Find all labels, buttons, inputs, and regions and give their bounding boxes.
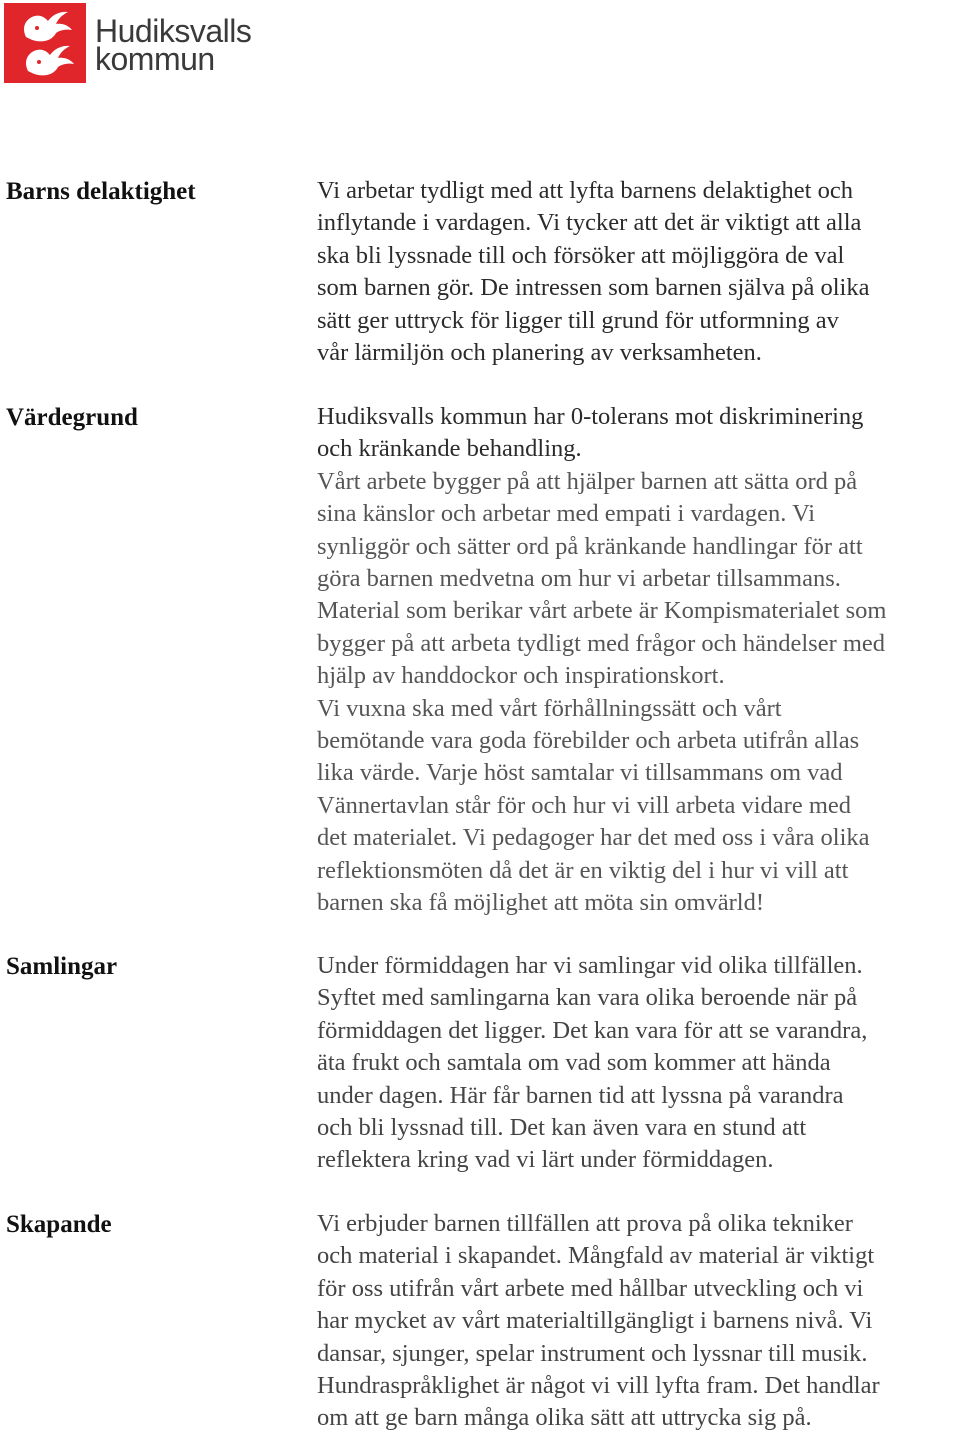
body-line: Hundraspråklighet är något vi vill lyfta fram. Det handlar bbox=[317, 1372, 880, 1400]
body-line: förmiddagen det ligger. Det kan vara för att se varandra, bbox=[317, 1016, 868, 1044]
body-line: reflektionsmöten då det är en viktig del i hur vi vill att bbox=[317, 856, 849, 884]
body-line: det materialet. Vi pedagoger har det med oss i våra olika bbox=[317, 824, 870, 852]
body-line: vår lärmiljön och planering av verksamheten. bbox=[317, 339, 762, 367]
body-line: Vi arbetar tydligt med att lyfta barnens delaktighet och bbox=[317, 177, 853, 204]
section-body bbox=[317, 175, 960, 369]
body-line: äta frukt och samtala om vad som kommer att hända bbox=[317, 1049, 831, 1077]
section-heading: Samlingar bbox=[6, 953, 118, 980]
body-line: sätt ger uttryck för ligger till grund för utformning av bbox=[317, 306, 839, 334]
logo-line-2: kommun bbox=[95, 41, 215, 77]
logo-wordmark bbox=[95, 13, 252, 77]
section-heading: Skapande bbox=[6, 1211, 112, 1238]
body-line: Vi erbjuder barnen tillfällen att prova på olika tekniker bbox=[317, 1210, 853, 1237]
body-line: barnen ska få möjlighet att möta sin omvärld! bbox=[317, 889, 765, 917]
body-line: har mycket av vårt materialtillgängligt i barnens nivå. Vi bbox=[317, 1307, 873, 1335]
body-line: bygger på att arbeta tydligt med frågor och händelser med bbox=[317, 629, 886, 657]
body-line: ska bli lyssnade till och försöker att möjliggöra de val bbox=[317, 241, 845, 269]
section-heading: Värdegrund bbox=[6, 404, 138, 431]
body-line: och kränkande behandling. bbox=[317, 435, 582, 463]
goat-emblem-icon bbox=[4, 3, 86, 83]
section-heading: Barns delaktighet bbox=[6, 178, 196, 205]
section-body bbox=[317, 950, 960, 1177]
body-line: under dagen. Här får barnen tid att lyssna på varandra bbox=[317, 1081, 844, 1109]
body-line: som barnen gör. De intressen som barnen själva på olika bbox=[317, 274, 870, 302]
body-line: inflytande i vardagen. Vi tycker att det är viktigt att alla bbox=[317, 209, 862, 237]
body-line: Hudiksvalls kommun har 0-tolerans mot diskriminering bbox=[317, 403, 864, 430]
section-body bbox=[317, 1208, 960, 1435]
body-line: Vårt arbete bygger på att hjälper barnen att sätta ord på bbox=[317, 467, 858, 495]
body-line: göra barnen medvetna om hur vi arbetar tillsammans. bbox=[317, 565, 841, 593]
body-line: om att ge barn många olika sätt att uttrycka sig på. bbox=[317, 1404, 812, 1432]
body-line: för oss utifrån vårt arbete med hållbar utveckling och vi bbox=[317, 1274, 864, 1302]
body-line: Vännertavlan står för och hur vi vill arbeta vidare med bbox=[317, 791, 852, 819]
body-line: synliggör och sätter ord på kränkande handlingar för att bbox=[317, 532, 863, 560]
body-line: dansar, sjunger, spelar instrument och lyssnar till musik. bbox=[317, 1339, 868, 1367]
body-line: och material i skapandet. Mångfald av material är viktigt bbox=[317, 1242, 875, 1270]
body-line: Syftet med samlingarna kan vara olika beroende när på bbox=[317, 984, 858, 1012]
body-line: Vi vuxna ska med vårt förhållningssätt och vårt bbox=[317, 694, 782, 722]
body-line: och bli lyssnad till. Det kan även vara en stund att bbox=[317, 1114, 807, 1142]
section-body bbox=[317, 401, 960, 920]
hudiksvalls-kommun-logo bbox=[4, 3, 254, 83]
logo-line-1: Hudiksvalls bbox=[95, 13, 252, 49]
body-line: lika värde. Varje höst samtalar vi tillsammans om vad bbox=[317, 759, 843, 787]
body-line: hjälp av handdockor och inspirationskort. bbox=[317, 662, 725, 690]
body-line: sina känslor och arbetar med empati i vardagen. Vi bbox=[317, 500, 816, 528]
body-line: Material som berikar vårt arbete är Kompismaterialet som bbox=[317, 597, 887, 625]
body-line: bemötande vara goda förebilder och arbeta utifrån allas bbox=[317, 727, 860, 755]
body-line: reflektera kring vad vi lärt under förmiddagen. bbox=[317, 1146, 774, 1174]
body-line: Under förmiddagen har vi samlingar vid olika tillfällen. bbox=[317, 952, 863, 979]
